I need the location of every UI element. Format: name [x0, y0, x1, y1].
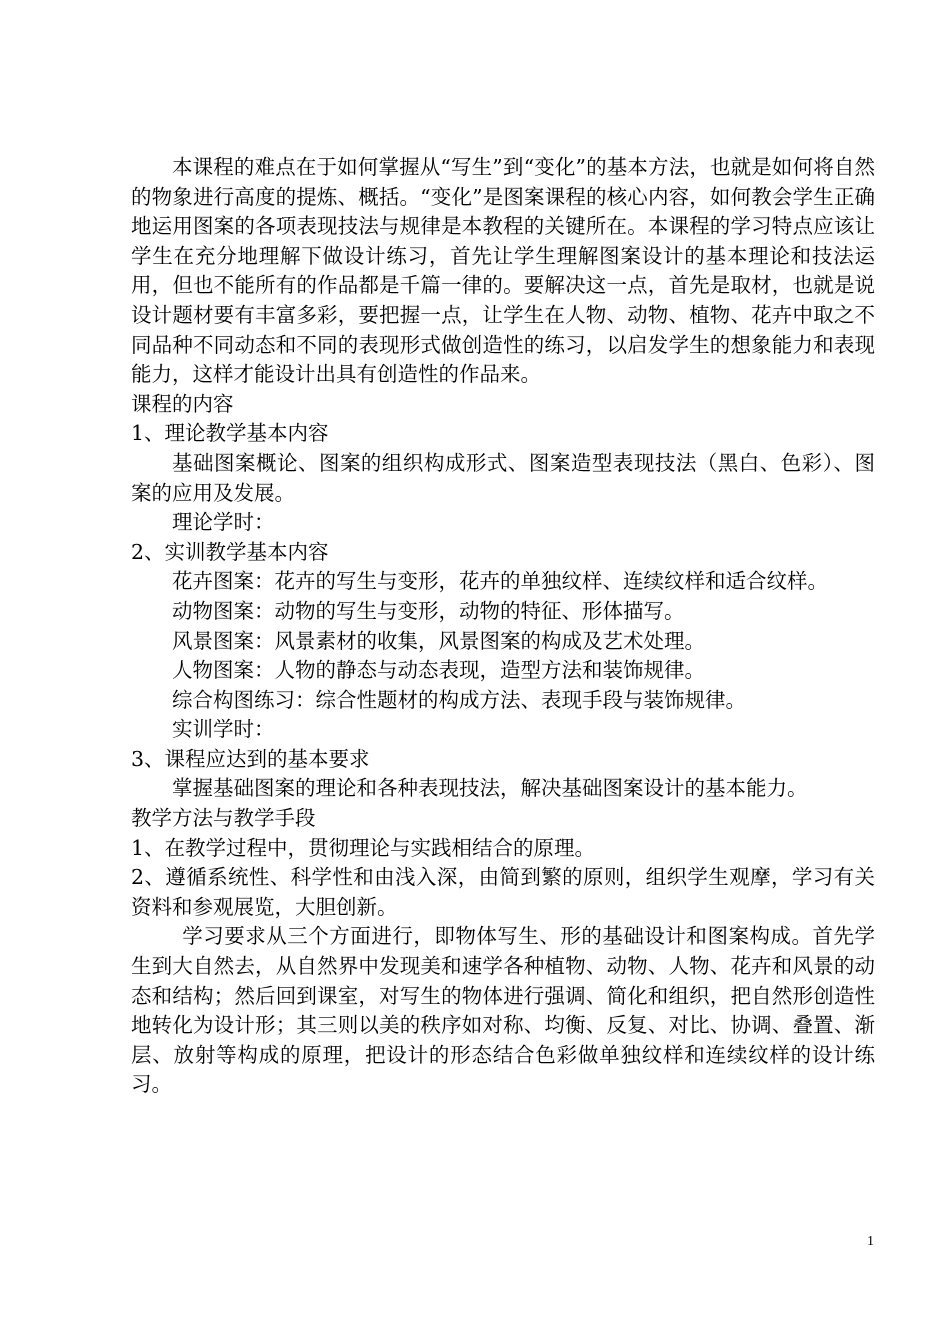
item-method-1: 1、在教学过程中，贯彻理论与实践相结合的原理。: [131, 835, 596, 860]
heading-basic-requirements: 3、课程应达到的基本要求: [131, 746, 370, 771]
paragraph-practical-hours: 实训学时：: [172, 717, 275, 742]
item-landscape-pattern: 风景图案：风景素材的收集，风景图案的构成及艺术处理。: [172, 628, 705, 653]
heading-teaching-methods: 教学方法与教学手段: [131, 806, 316, 831]
item-method-2: 2、遵循系统性、科学性和由浅入深，由简到繁的原则，组织学生观摩，学习有关资料和参观展览，大胆创新。: [131, 865, 875, 919]
heading-practical-teaching: 2、实训教学基本内容: [131, 539, 329, 564]
paragraph-learning-requirements: 学习要求从三个方面进行，即物体写生、形的基础设计和图案构成。首先学生到大自然去，从自然界中发现美和速学各种植物、动物、人物、花卉和风景的动态和结构；然后回到课室，对写生的物体进行强调、简化和组织，把自然形创造性地转化为设计形；其三则以美的秩序如对称、均衡、反复、对比、协调、叠置、渐层、放射等构成的原理，把设计的形态结合色彩做单独纹样和连续纹样的设计练习。: [131, 924, 875, 1097]
paragraph-requirements: 掌握基础图案的理论和各种表现技法，解决基础图案设计的基本能力。: [172, 776, 808, 801]
paragraph-theory-content: 基础图案概论、图案的组织构成形式、图案造型表现技法（黑白、色彩）、图案的应用及发展。: [131, 450, 875, 505]
item-flower-pattern: 花卉图案：花卉的写生与变形，花卉的单独纹样、连续纹样和适合纹样。: [172, 569, 828, 594]
item-composition-practice: 综合构图练习：综合性题材的构成方法、表现手段与装饰规律。: [172, 687, 746, 712]
page-number: 1: [867, 1234, 874, 1249]
heading-theory-teaching: 1、理论教学基本内容: [131, 421, 329, 446]
item-animal-pattern: 动物图案：动物的写生与变形，动物的特征、形体描写。: [172, 598, 685, 623]
heading-course-content: 课程的内容: [131, 391, 234, 416]
document-body: [131, 153, 875, 1100]
paragraph-theory-hours: 理论学时：: [172, 510, 275, 535]
paragraph-difficulty: 本课程的难点在于如何掌握从“写生”到“变化”的基本方法，也就是如何将自然的物象进行高度的提炼、概括。“变化”是图案课程的核心内容，如何教会学生正确地运用图案的各项表现技法与规律是本教程的关键所在。本课程的学习特点应该让学生在充分地理解下做设计练习，首先让学生理解图案设计的基本理论和技法运用，但也不能所有的作品都是千篇一律的。要解决这一点，首先是取材，也就是说设计题材要有丰富多彩，要把握一点，让学生在人物、动物、植物、花卉中取之不同品种不同动态和不同的表现形式做创造性的练习，以启发学生的想象能力和表现能力，这样才能设计出具有创造性的作品来。: [131, 155, 875, 387]
item-figure-pattern: 人物图案：人物的静态与动态表现，造型方法和装饰规律。: [172, 658, 705, 683]
